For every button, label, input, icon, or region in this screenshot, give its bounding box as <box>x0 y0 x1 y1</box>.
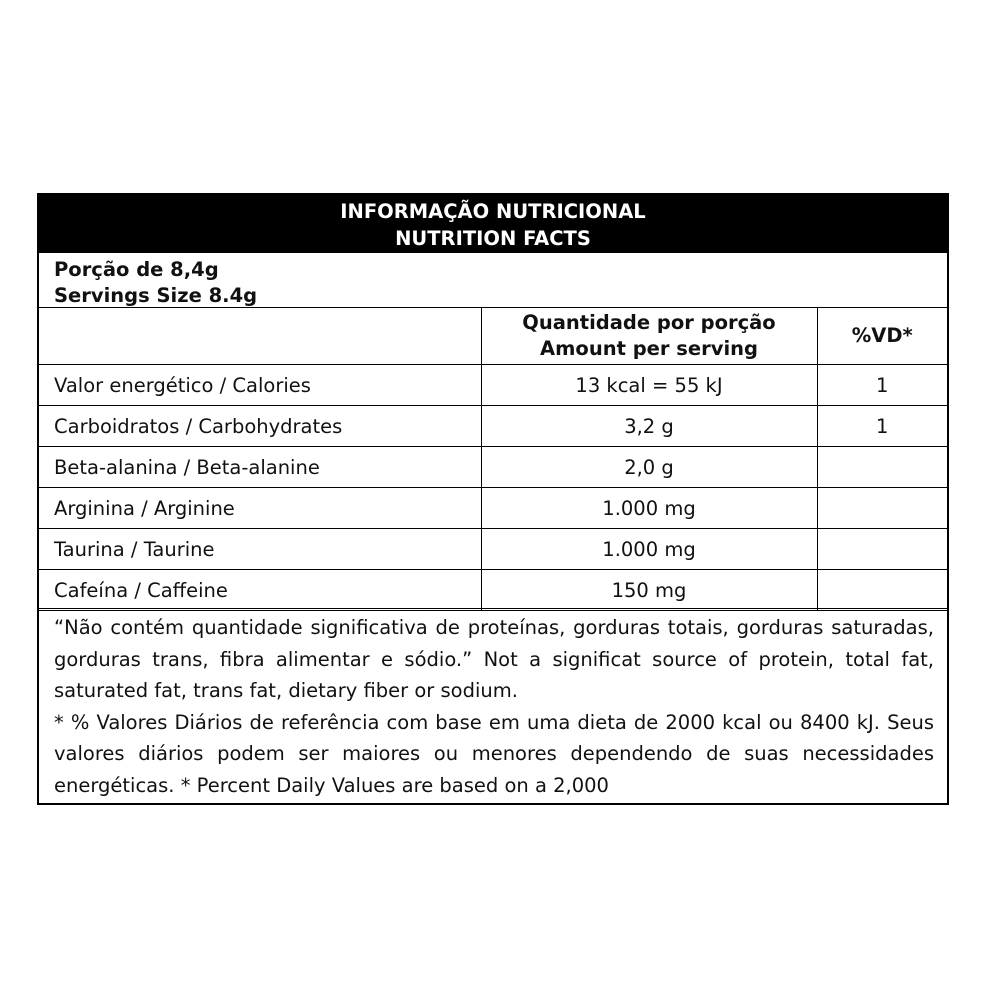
header-amount-portuguese: Quantidade por porção <box>522 311 776 334</box>
nutrient-daily-value: 1 <box>817 365 947 406</box>
table-row <box>39 570 947 611</box>
header-amount <box>481 308 817 365</box>
title-english: NUTRITION FACTS <box>395 227 591 250</box>
nutrient-daily-value <box>817 447 947 488</box>
nutrient-name: Carboidratos / Carbohydrates <box>39 406 481 447</box>
nutrient-daily-value <box>817 488 947 529</box>
label-title-bar <box>39 195 947 253</box>
nutrient-amount: 1.000 mg <box>481 529 817 570</box>
nutrient-amount: 13 kcal = 55 kJ <box>481 365 817 406</box>
header-nutrient <box>39 308 481 365</box>
title-portuguese: INFORMAÇÃO NUTRICIONAL <box>340 200 646 223</box>
table-row <box>39 365 947 406</box>
table-row <box>39 488 947 529</box>
footnote-not-significant: “Não contém quantidade significativa de proteínas, gorduras totais, gorduras saturadas, gorduras trans, fibra alimentar e sódio.” Not a significat source of protein, total fat, saturated fat, trans fat, dietary fiber or sodium. <box>54 616 934 702</box>
nutrition-label <box>37 193 949 805</box>
table-row <box>39 447 947 488</box>
header-amount-english: Amount per serving <box>540 337 758 360</box>
nutrient-daily-value <box>817 529 947 570</box>
nutrient-daily-value: 1 <box>817 406 947 447</box>
footnote-daily-values: * % Valores Diários de referência com base em uma dieta de 2000 kcal ou 8400 kJ. Seus valores diários podem ser maiores ou menores dependendo de suas necessidades energéticas. * Percent Daily Values are based on a 2,000 <box>54 710 934 797</box>
serving-size-portuguese: Porção de 8,4g <box>54 258 219 281</box>
table-row <box>39 406 947 447</box>
table-header-row <box>39 308 947 365</box>
serving-size-english: Servings Size 8.4g <box>54 284 258 307</box>
nutrient-name: Taurina / Taurine <box>39 529 481 570</box>
nutrient-name: Cafeína / Caffeine <box>39 570 481 611</box>
nutrient-daily-value <box>817 570 947 611</box>
nutrient-name: Beta-alanina / Beta-alanine <box>39 447 481 488</box>
serving-size <box>39 253 947 308</box>
nutrient-name: Valor energético / Calories <box>39 365 481 406</box>
table-row <box>39 529 947 570</box>
nutrient-amount: 1.000 mg <box>481 488 817 529</box>
nutrient-amount: 3,2 g <box>481 406 817 447</box>
footnote <box>39 608 947 803</box>
nutrient-table <box>39 308 947 611</box>
nutrient-amount: 2,0 g <box>481 447 817 488</box>
nutrient-amount: 150 mg <box>481 570 817 611</box>
header-daily-value: %VD* <box>817 308 947 365</box>
nutrient-name: Arginina / Arginine <box>39 488 481 529</box>
